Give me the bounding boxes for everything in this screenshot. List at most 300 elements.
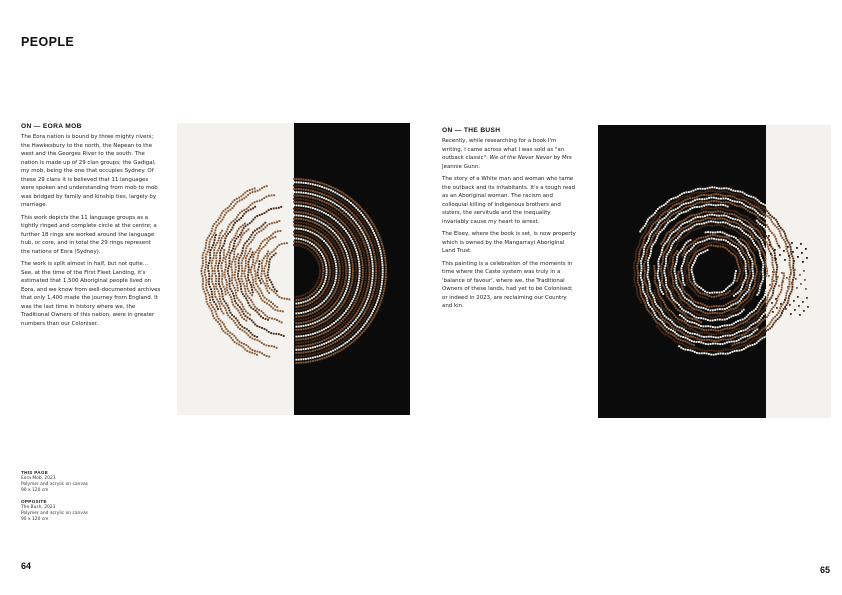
ring-dot	[762, 298, 764, 300]
ring-dot	[350, 324, 352, 326]
ring-dot	[378, 280, 380, 282]
ring-dot	[340, 305, 342, 307]
ring-dot	[657, 224, 659, 226]
ring-dot	[275, 253, 277, 255]
ring-dot	[749, 268, 751, 270]
ring-dot	[676, 234, 678, 236]
ring-dot	[739, 256, 741, 258]
ring-dot	[355, 207, 357, 209]
ring-dot	[353, 316, 355, 318]
ring-dot	[248, 330, 250, 332]
ring-dot	[241, 342, 243, 344]
ring-dot	[639, 289, 641, 291]
ring-dot	[712, 221, 714, 223]
ring-dot	[332, 269, 334, 271]
ring-dot	[698, 213, 700, 215]
ring-dot	[335, 325, 337, 327]
ring-dot	[329, 274, 331, 276]
ring-dot	[229, 332, 231, 334]
ring-dot	[244, 242, 246, 244]
ring-dot	[720, 207, 722, 209]
ring-dot	[710, 354, 712, 356]
ring-dot	[682, 223, 684, 225]
ring-dot	[258, 227, 260, 229]
scatter-dot	[799, 314, 801, 316]
ring-dot	[696, 206, 698, 208]
ring-dot	[356, 289, 358, 291]
ring-dot	[238, 278, 240, 280]
ring-dot	[752, 331, 754, 333]
ring-dot	[317, 352, 319, 354]
ring-dot	[361, 208, 363, 210]
ring-dot	[333, 214, 335, 216]
ring-dot	[333, 256, 335, 258]
ring-dot	[752, 221, 754, 223]
ring-dot	[665, 330, 667, 332]
ring-dot	[723, 294, 725, 296]
ring-dot	[298, 342, 300, 344]
ring-dot	[689, 342, 691, 344]
ring-dot	[657, 260, 659, 262]
ring-dot	[669, 220, 671, 222]
ring-dot	[360, 317, 362, 319]
ring-dot	[362, 225, 364, 227]
ring-dot	[679, 323, 681, 325]
ring-dot	[652, 236, 654, 238]
ring-dot	[679, 206, 681, 208]
ring-dot	[782, 310, 784, 312]
ring-dot	[240, 255, 242, 257]
ring-dot	[293, 237, 295, 239]
ring-dot	[660, 305, 662, 307]
ring-dot	[319, 245, 321, 247]
ring-dot	[333, 247, 335, 249]
ring-dot	[713, 340, 715, 342]
ring-dot	[334, 238, 336, 240]
ring-dot	[372, 237, 374, 239]
ring-dot	[345, 250, 347, 252]
ring-dot	[685, 263, 687, 265]
ring-dot	[329, 293, 331, 295]
ring-dot	[708, 197, 710, 199]
ring-dot	[640, 237, 642, 239]
ring-dot	[237, 326, 239, 328]
left-text-column	[21, 123, 161, 332]
ring-dot	[714, 309, 716, 311]
ring-dot	[748, 289, 750, 291]
ring-dot	[724, 308, 726, 310]
ring-dot	[237, 253, 239, 255]
ring-dot	[698, 341, 700, 343]
ring-dot	[743, 326, 745, 328]
ring-dot	[354, 303, 356, 305]
ring-dot	[362, 214, 364, 216]
ring-dot	[722, 221, 724, 223]
ring-dot	[700, 325, 702, 327]
ring-dot	[215, 221, 217, 223]
scatter-dot	[796, 287, 798, 289]
ring-dot	[665, 249, 667, 251]
ring-dot	[750, 196, 752, 198]
ring-dot	[675, 208, 677, 210]
ring-dot	[751, 333, 753, 335]
ring-dot	[751, 228, 753, 230]
ring-dot	[382, 269, 384, 271]
ring-dot	[694, 214, 696, 216]
artwork-the-bush	[598, 125, 831, 418]
ring-dot	[795, 285, 797, 287]
ring-dot	[336, 347, 338, 349]
ring-dot	[722, 335, 724, 337]
ring-dot	[310, 186, 312, 188]
ring-dot	[664, 315, 666, 317]
ring-dot	[658, 312, 660, 314]
ring-dot	[364, 311, 366, 313]
ring-dot	[684, 196, 686, 198]
ring-dot	[677, 329, 679, 331]
ring-dot	[208, 305, 210, 307]
ring-dot	[719, 319, 721, 321]
ring-dot	[781, 237, 783, 239]
ring-dot	[685, 337, 687, 339]
ring-dot	[724, 319, 726, 321]
ring-dot	[779, 321, 781, 323]
ring-dot	[236, 201, 238, 203]
ring-dot	[729, 199, 731, 201]
ring-dot	[234, 277, 236, 279]
ring-dot	[326, 349, 328, 351]
ring-dot	[358, 301, 360, 303]
ring-dot	[729, 210, 731, 212]
ring-dot	[352, 268, 354, 270]
ring-dot	[373, 287, 375, 289]
ring-dot	[283, 298, 285, 300]
ring-dot	[712, 234, 714, 236]
ring-dot	[369, 316, 371, 318]
ring-dot	[785, 243, 787, 245]
ring-dot	[375, 263, 377, 265]
ring-dot	[775, 219, 777, 221]
ring-dot	[311, 251, 313, 253]
ring-dot	[752, 315, 754, 317]
ring-dot	[240, 232, 242, 234]
ring-dot	[219, 234, 221, 236]
ring-dot	[344, 234, 346, 236]
ring-dot	[279, 230, 281, 232]
ring-dot	[685, 319, 687, 321]
ring-dot	[286, 242, 288, 244]
ring-dot	[780, 267, 782, 269]
ring-dot	[365, 262, 367, 264]
ring-dot	[691, 288, 693, 290]
ring-dot	[310, 350, 312, 352]
ring-dot	[372, 265, 374, 267]
ring-dot	[715, 197, 717, 199]
ring-dot	[772, 248, 774, 250]
ring-dot	[680, 225, 682, 227]
ring-dot	[338, 194, 340, 196]
ring-dot	[345, 262, 347, 264]
ring-dot	[246, 285, 248, 287]
ring-dot	[303, 322, 305, 324]
ring-dot	[719, 218, 721, 220]
ring-dot	[337, 319, 339, 321]
ring-dot	[268, 277, 270, 279]
scatter-dot	[781, 312, 783, 314]
ring-dot	[722, 329, 724, 331]
ring-dot	[772, 328, 774, 330]
ring-dot	[368, 296, 370, 298]
ring-dot	[230, 337, 232, 339]
ring-dot	[218, 293, 220, 295]
ring-dot	[218, 273, 220, 275]
ring-dot	[661, 249, 663, 251]
ring-dot	[211, 278, 213, 280]
scatter-dot	[778, 245, 780, 247]
ring-dot	[724, 233, 726, 235]
ring-dot	[753, 196, 755, 198]
ring-dot	[215, 278, 217, 280]
ring-dot	[745, 254, 747, 256]
ring-dot	[378, 243, 380, 245]
ring-dot	[335, 188, 337, 190]
ring-dot	[676, 243, 678, 245]
ring-dot	[234, 322, 236, 324]
ring-dot	[250, 332, 252, 334]
ring-dot	[673, 231, 675, 233]
ring-dot	[735, 288, 737, 290]
ring-dot	[687, 210, 689, 212]
ring-dot	[319, 203, 321, 205]
ring-dot	[363, 313, 365, 315]
ring-dot	[242, 306, 244, 308]
ring-dot	[259, 214, 261, 216]
scatter-dot	[768, 235, 770, 237]
ring-dot	[749, 345, 751, 347]
ring-dot	[303, 185, 305, 187]
ring-dot	[736, 230, 738, 232]
ring-dot	[331, 221, 333, 223]
ring-dot	[695, 217, 697, 219]
ring-dot	[665, 263, 667, 265]
ring-dot	[327, 221, 329, 223]
ring-dot	[295, 218, 297, 220]
ring-dot	[234, 341, 236, 343]
ring-dot	[265, 344, 267, 346]
ring-dot	[724, 191, 726, 193]
ring-dot	[384, 257, 386, 259]
ring-dot	[342, 268, 344, 270]
ring-dot	[350, 254, 352, 256]
ring-dot	[329, 255, 331, 257]
ring-dot	[693, 290, 695, 292]
ring-dot	[351, 307, 353, 309]
ring-dot	[305, 229, 307, 231]
ring-dot	[701, 352, 703, 354]
ring-dot	[665, 215, 667, 217]
ring-dot	[662, 284, 664, 286]
ring-dot	[346, 232, 348, 234]
ring-dot	[271, 284, 273, 286]
ring-dot	[670, 271, 672, 273]
ring-dot	[355, 272, 357, 274]
ring-dot	[344, 281, 346, 283]
ring-dot	[247, 224, 249, 226]
ring-dot	[737, 219, 739, 221]
ring-dot	[321, 358, 323, 360]
ring-dot	[670, 253, 672, 255]
ring-dot	[696, 289, 698, 291]
ring-dot	[721, 236, 723, 238]
ring-dot	[239, 312, 241, 314]
ring-dot	[385, 276, 387, 278]
ring-dot	[331, 327, 333, 329]
ring-dot	[789, 278, 791, 280]
ring-dot	[683, 321, 685, 323]
ring-dot	[310, 337, 312, 339]
ring-dot	[740, 308, 742, 310]
ring-dot	[305, 199, 307, 201]
ring-dot	[214, 229, 216, 231]
ring-dot	[741, 327, 743, 329]
ring-dot	[711, 186, 713, 188]
ring-dot	[737, 264, 739, 266]
ring-dot	[328, 199, 330, 201]
ring-dot	[343, 218, 345, 220]
ring-dot	[678, 293, 680, 295]
ring-dot	[672, 261, 674, 263]
ring-dot	[664, 289, 666, 291]
ring-dot	[323, 300, 325, 302]
ring-dot	[221, 310, 223, 312]
ring-dot	[358, 315, 360, 317]
ring-dot	[223, 286, 225, 288]
ring-dot	[352, 272, 354, 274]
ring-dot	[241, 291, 243, 293]
ring-dot	[340, 211, 342, 213]
ring-dot	[217, 240, 219, 242]
ring-dot	[307, 348, 309, 350]
ring-dot	[667, 332, 669, 334]
ring-dot	[743, 207, 745, 209]
ring-dot	[344, 334, 346, 336]
ring-dot	[639, 231, 641, 233]
right-paragraph: The Elsey, where the book is set, is now property which is owned by the Mangarrayi Aboriginal Land Trust.	[442, 231, 576, 254]
ring-dot	[321, 329, 323, 331]
ring-dot	[743, 258, 745, 260]
ring-dot	[736, 325, 738, 327]
ring-dot	[272, 307, 274, 309]
ring-dot	[781, 287, 783, 289]
ring-dot	[245, 250, 247, 252]
ring-dot	[697, 246, 699, 248]
ring-dot	[343, 239, 345, 241]
ring-dot	[692, 197, 694, 199]
ring-dot	[210, 238, 212, 240]
ring-dot	[753, 213, 755, 215]
ring-dot	[740, 298, 742, 300]
ring-dot	[724, 328, 726, 330]
ring-dot	[756, 287, 758, 289]
ring-dot	[317, 243, 319, 245]
ring-dot	[695, 243, 697, 245]
ring-dot	[330, 200, 332, 202]
ring-dot	[677, 291, 679, 293]
ring-dot	[684, 297, 686, 299]
ring-dot	[683, 329, 685, 331]
ring-dot	[356, 217, 358, 219]
ring-dot	[326, 285, 328, 287]
ring-dot	[738, 309, 740, 311]
ring-dot	[319, 330, 321, 332]
ring-dot	[696, 313, 698, 315]
ring-dot	[339, 272, 341, 274]
ring-dot	[356, 235, 358, 237]
ring-dot	[758, 292, 760, 294]
ring-dot	[344, 206, 346, 208]
ring-dot	[300, 235, 302, 237]
ring-dot	[698, 223, 700, 225]
ring-dot	[636, 265, 638, 267]
ring-dot	[637, 246, 639, 248]
ring-dot	[697, 242, 699, 244]
ring-dot	[696, 223, 698, 225]
ring-dot	[771, 238, 773, 240]
ring-dot	[321, 297, 323, 299]
ring-dot	[329, 269, 331, 271]
ring-dot	[736, 335, 738, 337]
ring-dot	[257, 285, 259, 287]
ring-dot	[695, 228, 697, 230]
ring-dot	[256, 308, 258, 310]
ring-dot	[303, 328, 305, 330]
ring-dot	[305, 307, 307, 309]
ring-dot	[257, 271, 259, 273]
ring-dot	[335, 317, 337, 319]
ring-dot	[355, 308, 357, 310]
ring-dot	[252, 308, 254, 310]
ring-dot	[654, 318, 656, 320]
ring-dot	[641, 296, 643, 298]
ring-dot	[246, 230, 248, 232]
ring-dot	[379, 238, 381, 240]
ring-dot	[687, 202, 689, 204]
ring-dot	[268, 240, 270, 242]
ring-dot	[715, 333, 717, 335]
ring-dot	[325, 253, 327, 255]
ring-dot	[683, 207, 685, 209]
ring-dot	[372, 317, 374, 319]
ring-dot	[314, 237, 316, 239]
ring-dot	[715, 316, 717, 318]
ring-dot	[720, 315, 722, 317]
ring-dot	[652, 219, 654, 221]
ring-dot	[305, 338, 307, 340]
ring-dot	[326, 311, 328, 313]
ring-dot	[259, 245, 261, 247]
ring-dot	[745, 332, 747, 334]
ring-dot	[307, 216, 309, 218]
ring-dot	[261, 352, 263, 354]
ring-dot	[696, 196, 698, 198]
ring-dot	[320, 289, 322, 291]
ring-dot	[225, 309, 227, 311]
ring-dot	[307, 248, 309, 250]
ring-dot	[675, 197, 677, 199]
ring-dot	[703, 307, 705, 309]
ring-dot	[771, 285, 773, 287]
ring-dot	[756, 328, 758, 330]
